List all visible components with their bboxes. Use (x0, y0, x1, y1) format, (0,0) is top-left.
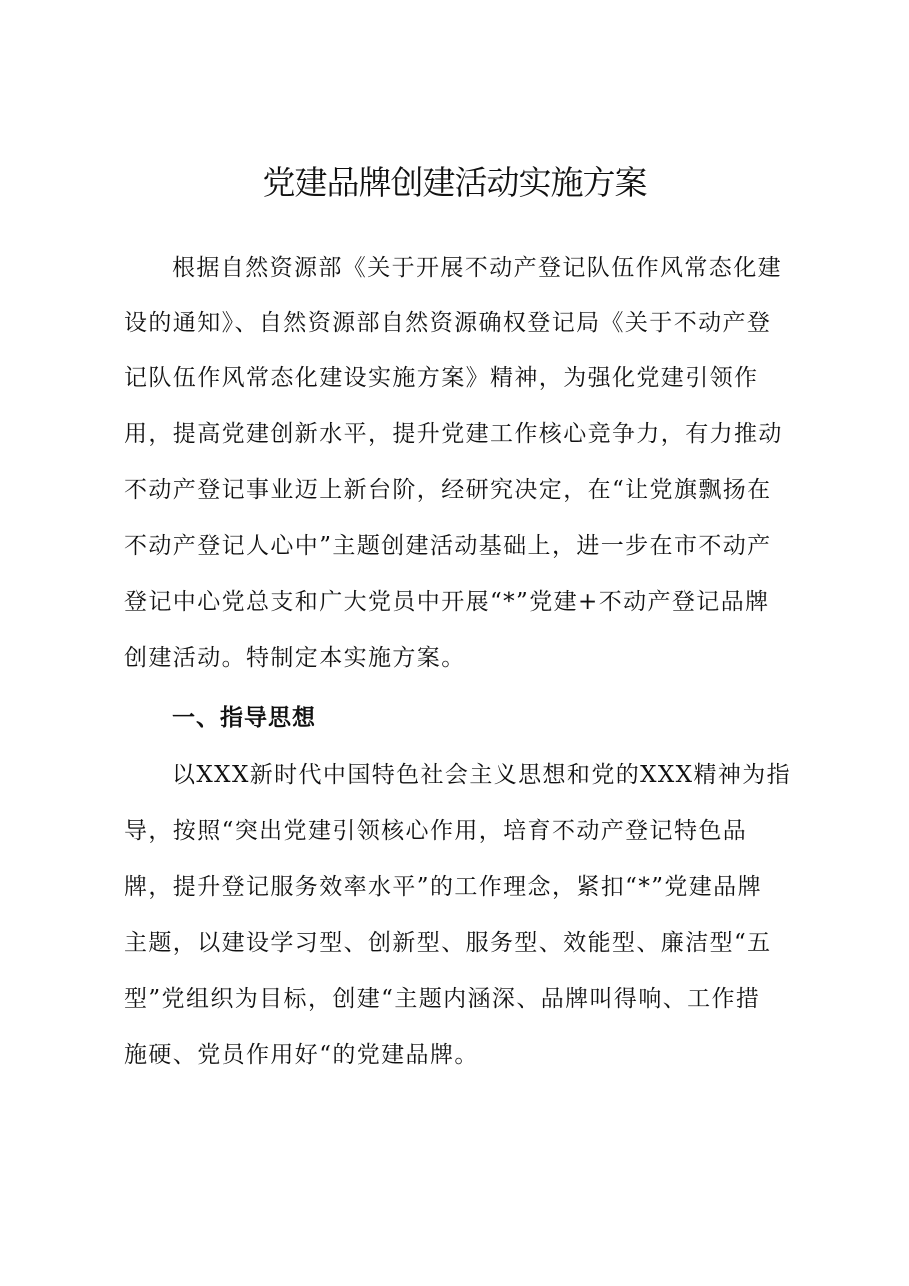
paragraph-line: 记队伍作风常态化建设实施方案》精神，为强化党建引领作 (124, 365, 759, 391)
paragraph-line: 型”党组织为目标，创建“主题内涵深、品牌叫得响、工作措 (124, 986, 761, 1012)
paragraph-line: 根据自然资源部《关于开展不动产登记队伍作风常态化建 (172, 255, 782, 281)
section-heading: 一、指导思想 (172, 705, 316, 731)
paragraph-line: 创建活动。特制定本实施方案。 (124, 645, 466, 671)
paragraph-line: 设的通知》、自然资源部自然资源确权登记局《关于不动产登 (124, 310, 772, 336)
paragraph-line: 导，按照“突出党建引领核心作用，培育不动产登记特色品 (124, 818, 748, 844)
paragraph-line: 登记中心党总支和广大党员中开展“*”党建+不动产登记品牌 (124, 589, 770, 615)
paragraph-line: 不动产登记事业迈上新台阶，经研究决定，在“让党旗飘扬在 (124, 477, 772, 503)
paragraph-line: 牌，提升登记服务效率水平”的工作理念，紧扣“*”党建品牌 (124, 874, 762, 900)
paragraph-line: 以XXX新时代中国特色社会主义思想和党的XXX精神为指 (172, 762, 792, 788)
paragraph-line: 施硬、党员作用好“的党建品牌。 (124, 1042, 479, 1068)
paragraph-line: 不动产登记人心中”主题创建活动基础上，进一步在市不动产 (124, 533, 772, 559)
document-title: 党建品牌创建活动实施方案 (262, 163, 647, 202)
paragraph-line: 用，提高党建创新水平，提升党建工作核心竞争力，有力推动 (124, 421, 783, 447)
paragraph-line: 主题，以建设学习型、创新型、服务型、效能型、廉洁型“五 (124, 930, 772, 956)
